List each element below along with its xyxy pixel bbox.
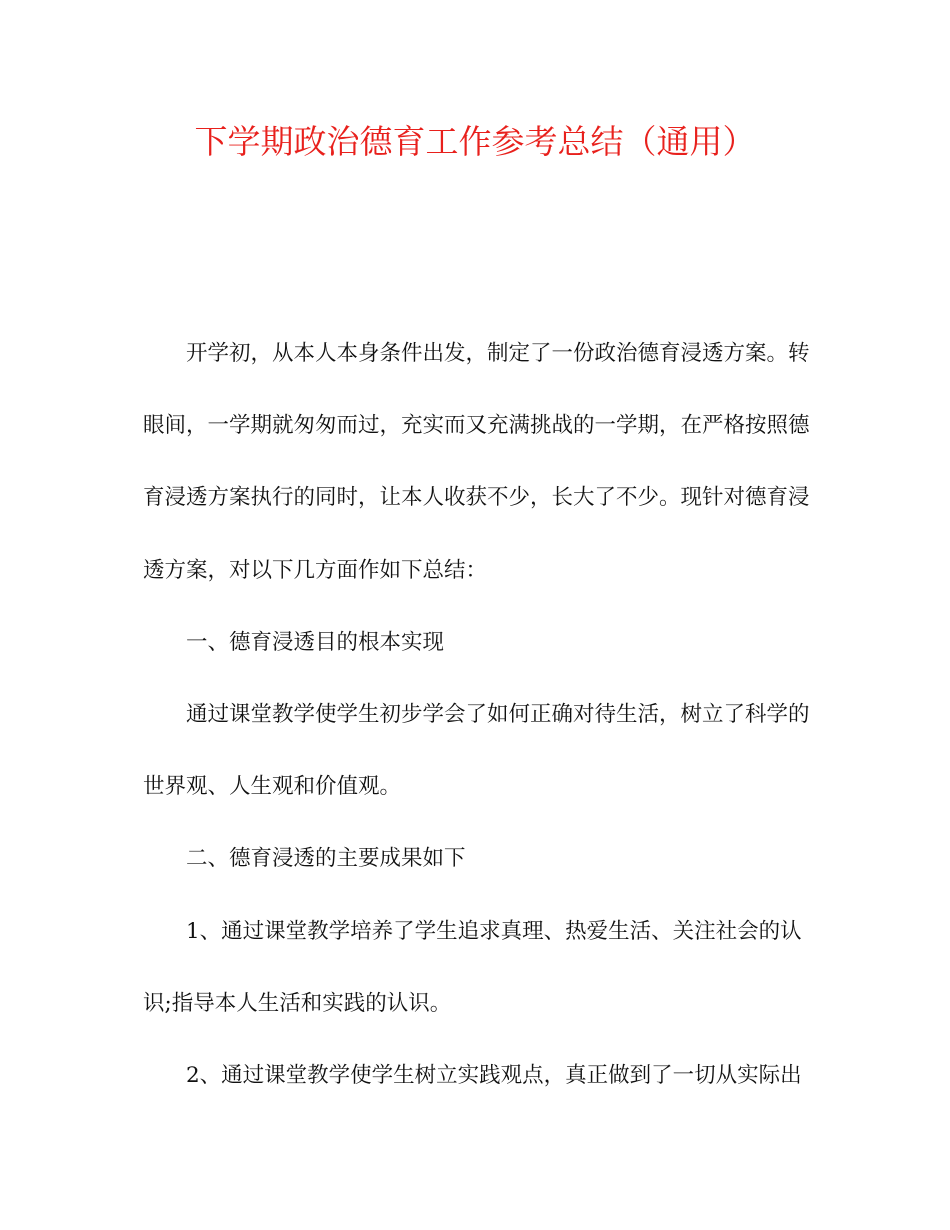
heading-section-2: 二、德育浸透的主要成果如下 — [186, 846, 466, 872]
paragraph-item-1: 1、通过课堂教学培养了学生追求真理、热爱生活、关注社会的认识;指导本人生活和实践的认识。 — [143, 918, 802, 1016]
paragraph-section-1: 通过课堂教学使学生初步学会了如何正确对待生活，树立了科学的世界观、人生观和价值观。 — [143, 702, 810, 800]
document-body — [143, 318, 813, 1112]
heading-section-1: 一、德育浸透目的根本实现 — [186, 629, 445, 655]
paragraph-intro: 开学初，从本人本身条件出发，制定了一份政治德育浸透方案。转眼间，一学期就匆匆而过，充实而又充满挑战的一学期，在严格按照德育浸透方案执行的同时，让本人收获不少，长大了不少。现针对德育浸透方案，对以下几方面作如下总结： — [143, 341, 810, 583]
paragraph-item-2: 2、通过课堂教学使学生树立实践观点，真正做到了一切从实际出 — [186, 1063, 802, 1089]
document-title: 下学期政治德育工作参考总结（通用） — [194, 122, 756, 161]
